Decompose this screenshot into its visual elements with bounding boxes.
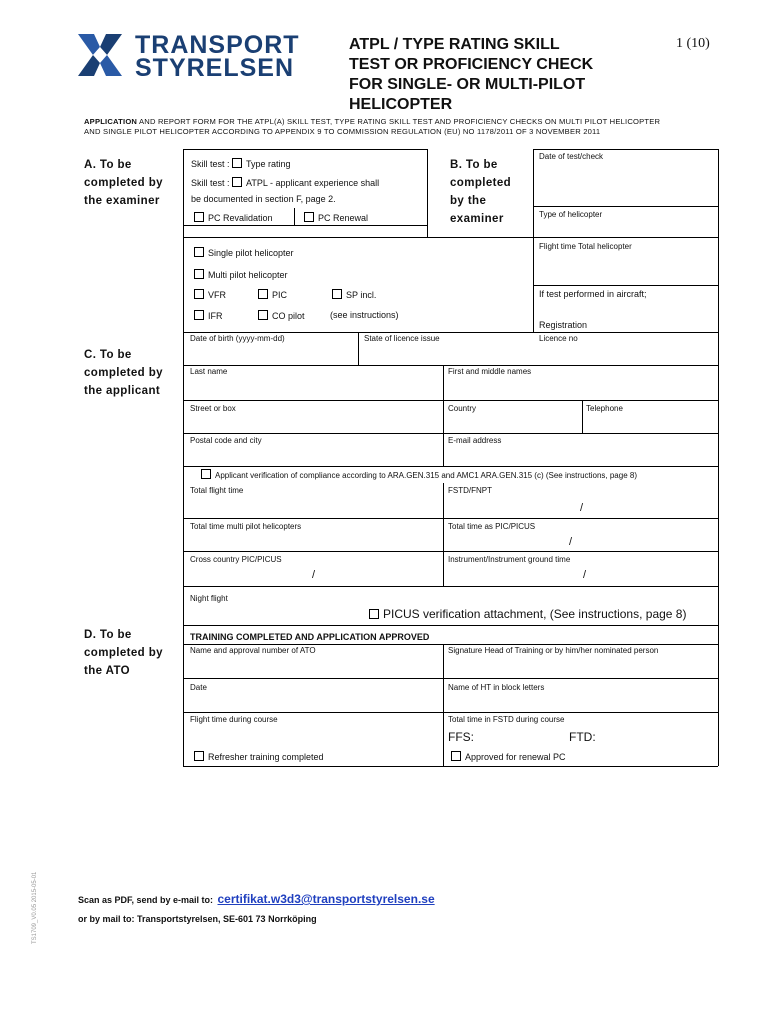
pc-renewal-label: PC Renewal: [318, 213, 369, 223]
heading-line: B. To be: [450, 159, 498, 171]
scan-instruction: [78, 890, 435, 908]
total-flight-time-field[interactable]: Total flight time: [190, 486, 244, 495]
if-test-aircraft-note: If test performed in aircraft;: [539, 289, 647, 299]
ato-name-field[interactable]: Name and approval number of ATO: [190, 646, 316, 655]
sp-incl-option[interactable]: [332, 289, 376, 301]
pc-revalidation-checkbox[interactable]: [194, 212, 204, 222]
fstd-slash: /: [580, 502, 584, 514]
pc-revalidation-label: PC Revalidation: [208, 213, 273, 223]
vfr-checkbox[interactable]: [194, 289, 204, 299]
type-of-helicopter-field[interactable]: Type of helicopter: [539, 210, 603, 219]
title-line: HELICOPTER: [349, 96, 453, 113]
verification-option[interactable]: [201, 469, 637, 481]
section-d-heading: [84, 626, 163, 680]
pic-label: PIC: [272, 290, 288, 300]
flight-time-course-field[interactable]: Flight time during course: [190, 715, 278, 724]
multi-pilot-checkbox[interactable]: [194, 269, 204, 279]
street-field[interactable]: Street or box: [190, 404, 236, 413]
verification-label: Applicant verification of compliance according to ARA.GEN.315 and AMC1 ARA.GEN.315 (c) (See instructions, page 8): [215, 471, 637, 480]
total-pic-field[interactable]: Total time as PIC/PICUS: [448, 522, 536, 531]
ftd-field[interactable]: FTD:: [569, 730, 596, 744]
state-of-licence-issue-field[interactable]: State of licence issue: [364, 334, 440, 343]
scan-text: Scan as PDF, send by e-mail to:: [78, 895, 214, 905]
intro-line-2: AND SINGLE PILOT HELICOPTER ACCORDING TO APPENDIX 9 TO COMMISSION REGULATION (EU) NO 1178/2011 OF 3 NOVEMBER 2011: [84, 127, 601, 136]
refresher-label: Refresher training completed: [208, 752, 324, 762]
multi-pilot-label: Multi pilot helicopter: [208, 270, 288, 280]
pc-renewal-checkbox[interactable]: [304, 212, 314, 222]
skill-test-label: Skill test :: [191, 178, 230, 188]
skill-test-type-rating: [191, 158, 291, 170]
ato-date-field[interactable]: Date: [190, 683, 207, 692]
ifr-option[interactable]: [194, 310, 223, 322]
heading-line: completed by: [84, 367, 163, 379]
ffs-field[interactable]: FFS:: [448, 730, 474, 744]
instrument-time-field[interactable]: Instrument/Instrument ground time: [448, 555, 571, 564]
skill-test-label: Skill test :: [191, 159, 230, 169]
postal-code-field[interactable]: Postal code and city: [190, 436, 262, 445]
registration-field[interactable]: Registration: [539, 320, 588, 330]
flight-time-total-field[interactable]: Flight time Total helicopter: [539, 242, 632, 251]
pc-revalidation-option[interactable]: [194, 212, 273, 224]
picus-attachment-label: PICUS verification attachment, (See instructions, page 8): [383, 607, 687, 621]
night-flight-field[interactable]: Night flight: [190, 594, 228, 603]
multi-pilot-option[interactable]: [194, 269, 288, 281]
intro-bold: APPLICATION: [84, 117, 138, 126]
co-pilot-label: CO pilot: [272, 311, 305, 321]
fstd-fnpt-field[interactable]: FSTD/FNPT: [448, 486, 492, 495]
verification-checkbox[interactable]: [201, 469, 211, 479]
telephone-field[interactable]: Telephone: [586, 404, 623, 413]
intro-text: [84, 117, 724, 137]
email-link[interactable]: certifikat.w3d3@transportstyrelsen.se: [217, 892, 435, 906]
approved-pc-checkbox[interactable]: [451, 751, 461, 761]
ifr-label: IFR: [208, 311, 223, 321]
single-pilot-label: Single pilot helicopter: [208, 248, 294, 258]
date-of-birth-field[interactable]: Date of birth (yyyy-mm-dd): [190, 334, 285, 343]
picus-attachment-checkbox[interactable]: [369, 609, 379, 619]
pc-renewal-option[interactable]: [304, 212, 368, 224]
last-name-field[interactable]: Last name: [190, 367, 228, 376]
fstd-time-course-field[interactable]: Total time in FSTD during course: [448, 715, 565, 724]
heading-line: D. To be: [84, 629, 132, 641]
title-line: TEST OR PROFICIENCY CHECK: [349, 56, 594, 73]
heading-line: the applicant: [84, 385, 161, 397]
vfr-option[interactable]: [194, 289, 226, 301]
signature-field[interactable]: Signature Head of Training or by him/her nominated person: [448, 646, 659, 655]
heading-line: the ATO: [84, 665, 131, 677]
sp-incl-checkbox[interactable]: [332, 289, 342, 299]
heading-line: the examiner: [84, 195, 160, 207]
licence-no-field[interactable]: Licence no: [539, 334, 578, 343]
side-code: TS1709_V0.05 2015-05-01: [32, 871, 38, 944]
brand-line-1: TRANSPORT: [135, 31, 300, 59]
pc-divider: [294, 208, 295, 225]
skill-test-atpl: [191, 177, 379, 189]
pic-slash: /: [569, 536, 573, 548]
ato-heading: TRAINING COMPLETED AND APPLICATION APPROVED: [190, 632, 430, 642]
sp-incl-label: SP incl.: [346, 290, 377, 300]
refresher-checkbox[interactable]: [194, 751, 204, 761]
pic-option[interactable]: [258, 289, 287, 301]
single-pilot-option[interactable]: [194, 247, 294, 259]
heading-line: examiner: [450, 213, 504, 225]
co-pilot-option[interactable]: [258, 310, 305, 322]
title-line: ATPL / TYPE RATING SKILL: [349, 36, 560, 53]
section-b-heading: [450, 156, 511, 228]
pic-checkbox[interactable]: [258, 289, 268, 299]
heading-line: A. To be: [84, 159, 132, 171]
country-field[interactable]: Country: [448, 404, 477, 413]
picus-attachment-option[interactable]: [369, 607, 686, 621]
type-rating-checkbox[interactable]: [232, 158, 242, 168]
transportstyrelsen-logo-icon: [78, 34, 122, 76]
refresher-option[interactable]: [194, 751, 324, 763]
title-line: FOR SINGLE- OR MULTI-PILOT: [349, 76, 586, 93]
total-multi-pilot-field[interactable]: Total time multi pilot helicopters: [190, 522, 302, 531]
approved-pc-label: Approved for renewal PC: [465, 752, 566, 762]
intro-rest: AND REPORT FORM FOR THE ATPL(A) SKILL TEST, TYPE RATING SKILL TEST AND PROFICIENCY CHECKS ON MULTI PILOT HELICOPTER: [137, 117, 661, 126]
cross-country-field[interactable]: Cross country PIC/PICUS: [190, 555, 282, 564]
brand-line-2: STYRELSEN: [135, 54, 295, 82]
see-instructions-note: (see instructions): [330, 310, 399, 320]
atpl-label: ATPL - applicant experience shall: [246, 178, 380, 188]
heading-line: completed by: [84, 177, 163, 189]
heading-line: completed: [450, 177, 512, 189]
instrument-slash: /: [583, 569, 587, 581]
section-c-heading: [84, 346, 163, 400]
heading-line: completed by: [84, 647, 163, 659]
approved-pc-option[interactable]: [451, 751, 566, 763]
mail-instruction: or by mail to: Transportstyrelsen, SE-601 73 Norrköping: [78, 914, 317, 924]
heading-line: by the: [450, 195, 487, 207]
heading-line: C. To be: [84, 349, 132, 361]
single-pilot-checkbox[interactable]: [194, 247, 204, 257]
ifr-checkbox[interactable]: [194, 310, 204, 320]
co-pilot-checkbox[interactable]: [258, 310, 268, 320]
pc-row-line: [183, 225, 427, 226]
page-number: 1 (10): [676, 36, 710, 51]
atpl-checkbox[interactable]: [232, 177, 242, 187]
page-title: [349, 35, 659, 115]
vfr-label: VFR: [208, 290, 226, 300]
atpl-label-line-2: be documented in section F, page 2.: [191, 194, 336, 204]
email-field[interactable]: E-mail address: [448, 436, 502, 445]
date-of-test-field[interactable]: Date of test/check: [539, 152, 604, 161]
section-a-heading: [84, 156, 163, 210]
type-rating-label: Type rating: [246, 159, 291, 169]
ht-name-field[interactable]: Name of HT in block letters: [448, 683, 545, 692]
cross-country-slash: /: [312, 569, 316, 581]
first-names-field[interactable]: First and middle names: [448, 367, 532, 376]
